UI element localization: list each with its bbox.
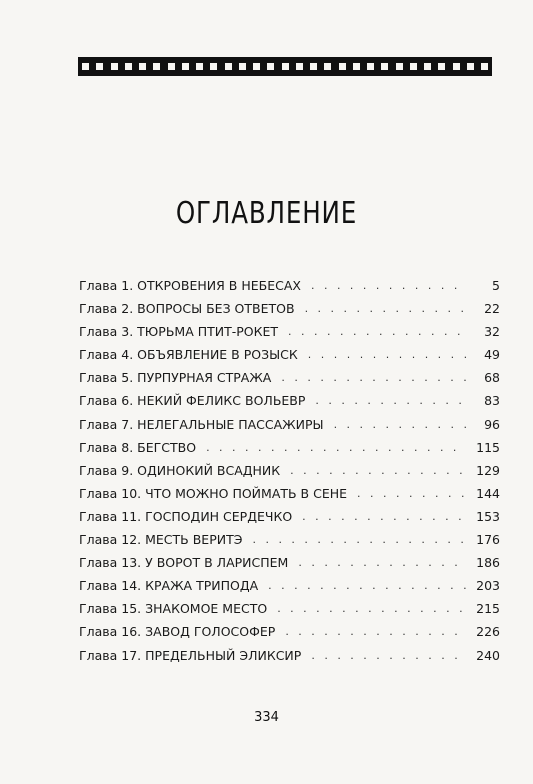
toc-entry [79, 324, 500, 347]
film-hole [396, 63, 403, 70]
film-hole [310, 63, 317, 70]
toc-entry-label: Глава 7. НЕЛЕГАЛЬНЫЕ ПАССАЖИРЫ [79, 416, 324, 432]
toc-dot-leader [357, 487, 466, 500]
film-hole [381, 63, 388, 70]
toc-entry-page: 68 [484, 370, 500, 386]
toc-entry-page: 153 [476, 508, 500, 524]
toc-entry [79, 440, 500, 463]
toc-entry-label: Глава 4. ОБЪЯВЛЕНИЕ В РОЗЫСК [79, 347, 298, 363]
toc-entry-page: 203 [476, 578, 500, 594]
film-hole [96, 63, 103, 70]
toc-entry-label: Глава 13. У ВОРОТ В ЛАРИСПЕМ [79, 555, 289, 571]
toc-entry-page: 186 [476, 555, 500, 571]
film-hole [424, 63, 431, 70]
film-hole [410, 63, 417, 70]
toc-entry [79, 417, 500, 440]
film-hole [125, 63, 132, 70]
toc-dot-leader [206, 441, 466, 454]
page-title: ОГЛАВЛЕНИЕ [175, 196, 358, 231]
toc-entry-label: Глава 12. МЕСТЬ ВЕРИТЭ [79, 532, 243, 548]
film-hole [324, 63, 331, 70]
toc-entry-page: 32 [484, 324, 500, 340]
toc-dot-leader [302, 510, 466, 523]
toc-dot-leader [305, 302, 466, 315]
toc-entry-page: 226 [476, 624, 500, 640]
film-hole [225, 63, 232, 70]
film-hole [453, 63, 460, 70]
film-hole [481, 63, 488, 70]
film-hole [296, 63, 303, 70]
film-hole [267, 63, 274, 70]
toc-entry-page: 22 [484, 301, 500, 317]
toc-entry [79, 648, 500, 671]
toc-entry [79, 578, 500, 601]
film-strip-holes [82, 63, 488, 70]
toc-entry-page: 240 [476, 647, 500, 663]
toc-entry-label: Глава 5. ПУРПУРНАЯ СТРАЖА [79, 370, 272, 386]
toc-entry-page: 215 [476, 601, 500, 617]
toc-entry-label: Глава 3. ТЮРЬМА ПТИТ-РОКЕТ [79, 324, 279, 340]
toc-dot-leader [308, 348, 466, 361]
toc-entry [79, 486, 500, 509]
toc-entry-label: Глава 14. КРАЖА ТРИПОДА [79, 578, 259, 594]
film-strip-ornament [78, 57, 492, 76]
toc-entry-page: 49 [484, 347, 500, 363]
toc-entry [79, 278, 500, 301]
toc-dot-leader [298, 556, 466, 569]
toc-entry-label: Глава 6. НЕКИЙ ФЕЛИКС ВОЛЬЕВР [79, 393, 306, 409]
toc-entry [79, 301, 500, 324]
toc-entry-label: Глава 8. БЕГСТВО [79, 439, 197, 455]
toc-entry-label: Глава 9. ОДИНОКИЙ ВСАДНИК [79, 462, 281, 478]
toc-entry-page: 115 [476, 439, 500, 455]
toc-dot-leader [334, 418, 466, 431]
film-hole [210, 63, 217, 70]
film-hole [353, 63, 360, 70]
film-hole [153, 63, 160, 70]
toc-entry-label: Глава 2. ВОПРОСЫ БЕЗ ОТВЕТОВ [79, 301, 295, 317]
toc-dot-leader [288, 325, 466, 338]
toc-entry-label: Глава 16. ЗАВОД ГОЛОСОФЕР [79, 624, 276, 640]
toc-entry [79, 393, 500, 416]
film-hole [196, 63, 203, 70]
toc-dot-leader [268, 579, 466, 592]
toc-entry-label: Глава 10. ЧТО МОЖНО ПОЙМАТЬ В СЕНЕ [79, 485, 348, 501]
toc-entry [79, 370, 500, 393]
toc-entry-page: 129 [476, 462, 500, 478]
toc-entry-page: 83 [484, 393, 500, 409]
toc-dot-leader [290, 464, 466, 477]
film-hole [168, 63, 175, 70]
toc-dot-leader [252, 533, 466, 546]
table-of-contents [79, 278, 500, 671]
toc-entry [79, 532, 500, 555]
toc-entry-page: 176 [476, 532, 500, 548]
toc-dot-leader [277, 602, 466, 615]
film-hole [339, 63, 346, 70]
toc-entry [79, 463, 500, 486]
toc-dot-leader [281, 371, 466, 384]
toc-entry-page: 5 [492, 278, 500, 293]
toc-entry-label: Глава 1. ОТКРОВЕНИЯ В НЕБЕСАХ [79, 278, 301, 293]
toc-entry-label: Глава 17. ПРЕДЕЛЬНЫЙ ЭЛИКСИР [79, 647, 302, 663]
toc-entry [79, 347, 500, 370]
film-hole [82, 63, 89, 70]
film-hole [239, 63, 246, 70]
toc-entry [79, 601, 500, 624]
film-hole [467, 63, 474, 70]
film-hole [253, 63, 260, 70]
toc-entry-page: 144 [476, 485, 500, 501]
film-hole [139, 63, 146, 70]
toc-entry [79, 509, 500, 532]
toc-dot-leader [285, 625, 466, 638]
film-hole [182, 63, 189, 70]
toc-entry-label: Глава 11. ГОСПОДИН СЕРДЕЧКО [79, 508, 293, 524]
toc-dot-leader [315, 394, 466, 407]
toc-entry-label: Глава 15. ЗНАКОМОЕ МЕСТО [79, 601, 268, 617]
film-hole [282, 63, 289, 70]
film-hole [367, 63, 374, 70]
toc-dot-leader [311, 279, 466, 292]
film-hole [438, 63, 445, 70]
toc-entry-page: 96 [484, 416, 500, 432]
page-number: 334 [254, 710, 279, 725]
toc-entry [79, 555, 500, 578]
toc-dot-leader [311, 649, 466, 662]
film-hole [111, 63, 118, 70]
toc-entry [79, 624, 500, 647]
